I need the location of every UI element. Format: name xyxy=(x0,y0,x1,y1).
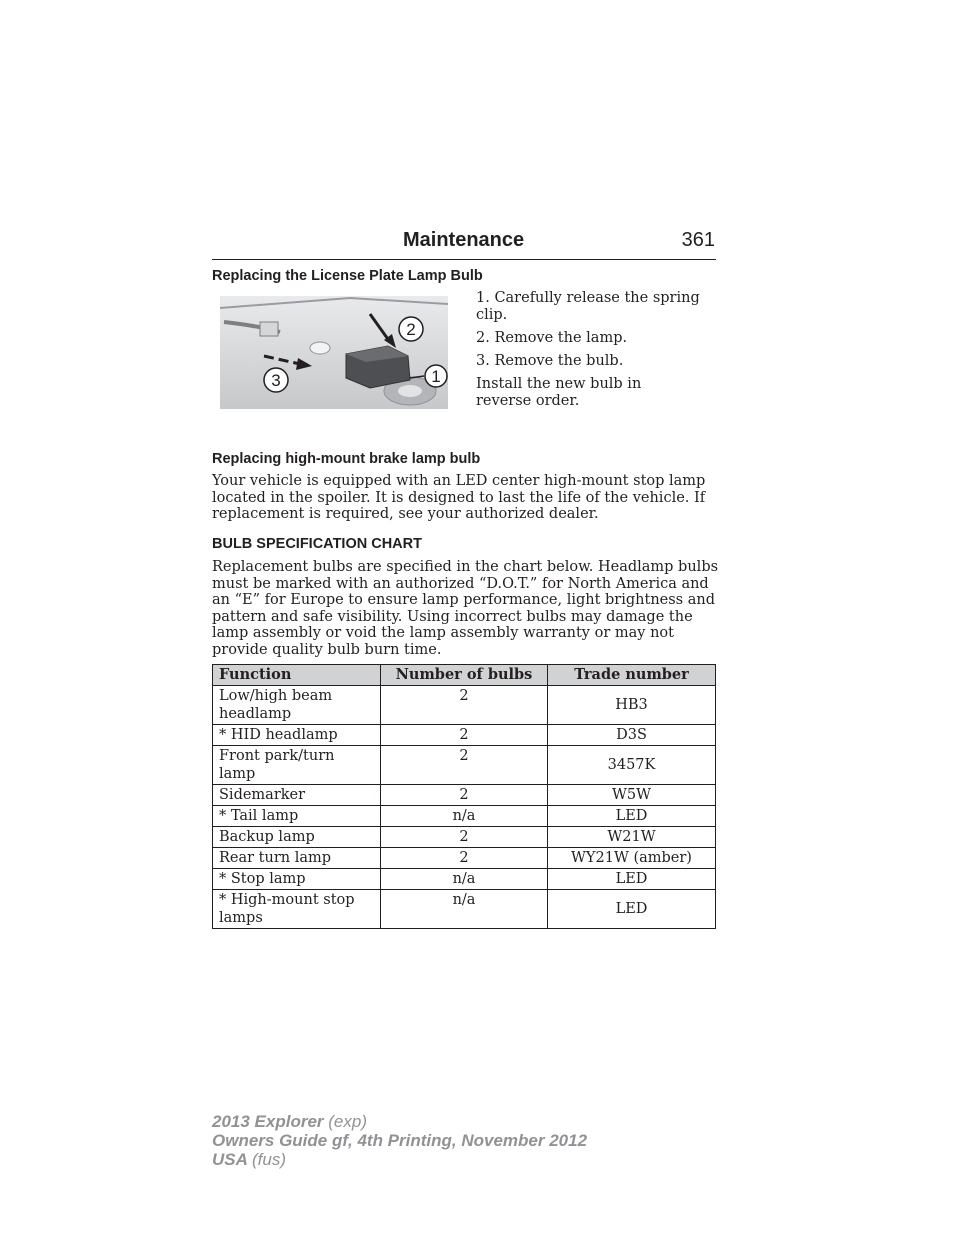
cell-trade: W5W xyxy=(548,785,716,806)
document-footer xyxy=(212,1112,587,1169)
footer-market-code: (fus) xyxy=(252,1150,286,1169)
bulb-chart-body: Replacement bulbs are specified in the chart below. Headlamp bulbs must be marked with an authorized “D.O.T.” for North America and an “E” for Europe to ensure lamp performance, light brightness and pattern and safe visibility. Using incorrect bulbs may damage the lamp assembly or void the lamp assembly warranty or may not provide quality bulb burn time. xyxy=(212,559,719,658)
step-1: 1. Carefully release the spring clip. xyxy=(476,290,700,323)
cell-trade: 3457K xyxy=(548,746,716,785)
cell-trade: D3S xyxy=(548,725,716,746)
table-header-row xyxy=(213,665,716,686)
cell-function: Sidemarker xyxy=(213,785,381,806)
license-plate-steps xyxy=(476,290,721,416)
step-3: 3. Remove the bulb. xyxy=(476,353,624,369)
table-row xyxy=(213,806,716,827)
cell-trade: LED xyxy=(548,806,716,827)
cell-count: n/a xyxy=(381,806,548,827)
cell-count: 2 xyxy=(381,785,548,806)
col-trade-number: Trade number xyxy=(548,665,716,686)
header-divider xyxy=(212,259,716,260)
cell-function: Low/high beam headlamp xyxy=(213,686,381,725)
cell-function: * HID headlamp xyxy=(213,725,381,746)
callout-1: 1 xyxy=(431,367,441,386)
callout-2: 2 xyxy=(406,320,416,339)
footer-line-2: Owners Guide gf, 4th Printing, November 2012 xyxy=(212,1131,588,1150)
table-row xyxy=(213,827,716,848)
cell-count: n/a xyxy=(381,890,548,929)
cell-count: n/a xyxy=(381,869,548,890)
table-row xyxy=(213,848,716,869)
cell-function: Front park/turn lamp xyxy=(213,746,381,785)
step-2: 2. Remove the lamp. xyxy=(476,330,628,346)
license-plate-lamp-illustration xyxy=(220,296,448,409)
section-title: Maintenance xyxy=(403,229,525,251)
footer-model-code: (exp) xyxy=(328,1112,367,1131)
cell-trade: WY21W (amber) xyxy=(548,848,716,869)
col-function: Function xyxy=(213,665,381,686)
cell-trade: HB3 xyxy=(548,686,716,725)
cell-function: * Tail lamp xyxy=(213,806,381,827)
cell-function: * Stop lamp xyxy=(213,869,381,890)
table-row xyxy=(213,785,716,806)
table-row xyxy=(213,890,716,929)
cell-count: 2 xyxy=(381,746,548,785)
footer-model: 2013 Explorer xyxy=(212,1112,324,1131)
footer-market: USA xyxy=(212,1150,248,1169)
cell-function: * High-mount stop lamps xyxy=(213,890,381,929)
table-row xyxy=(213,869,716,890)
cell-count: 2 xyxy=(381,686,548,725)
cell-trade: LED xyxy=(548,890,716,929)
license-plate-heading: Replacing the License Plate Lamp Bulb xyxy=(212,268,483,284)
callout-3: 3 xyxy=(271,371,281,390)
table-row xyxy=(213,686,716,725)
cell-function: Backup lamp xyxy=(213,827,381,848)
cell-count: 2 xyxy=(381,725,548,746)
footer-line-1 xyxy=(212,1112,587,1131)
bulb-specification-table xyxy=(212,664,716,929)
table-row xyxy=(213,746,716,785)
cell-count: 2 xyxy=(381,827,548,848)
cell-trade: W21W xyxy=(548,827,716,848)
page-number: 361 xyxy=(681,229,715,251)
bulb-chart-heading: BULB SPECIFICATION CHART xyxy=(212,536,422,552)
install-note: Install the new bulb in reverse order. xyxy=(476,376,642,409)
footer-line-3 xyxy=(212,1150,587,1169)
cell-count: 2 xyxy=(381,848,548,869)
high-mount-body: Your vehicle is equipped with an LED center high-mount stop lamp located in the spoiler. It is designed to last the life of the vehicle. If replacement is required, see your authorized dealer. xyxy=(212,473,706,522)
table-row xyxy=(213,725,716,746)
high-mount-heading: Replacing high-mount brake lamp bulb xyxy=(212,451,481,467)
cell-function: Rear turn lamp xyxy=(213,848,381,869)
col-number-of-bulbs: Number of bulbs xyxy=(381,665,548,686)
cell-trade: LED xyxy=(548,869,716,890)
